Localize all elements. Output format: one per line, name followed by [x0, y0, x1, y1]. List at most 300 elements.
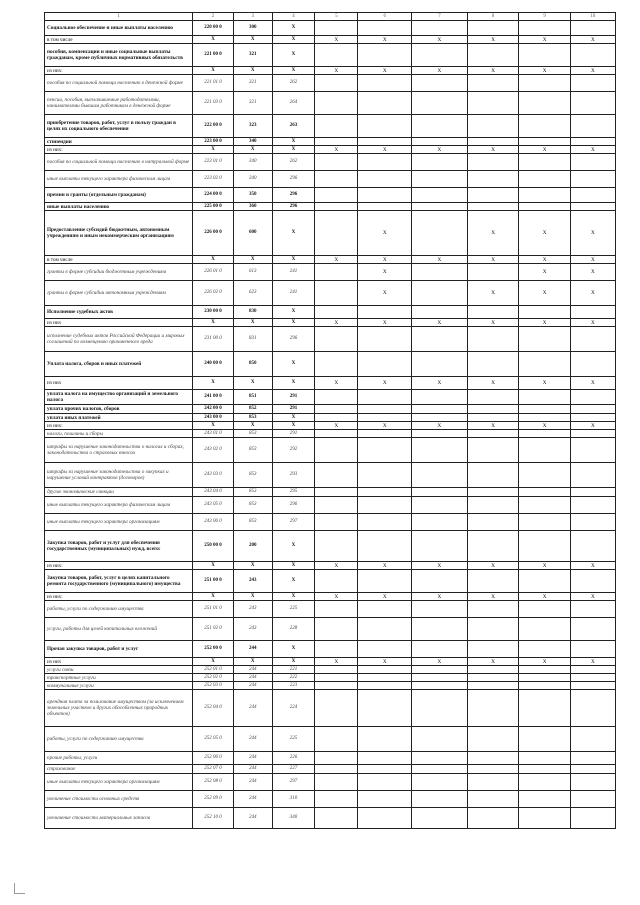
table-cell: [358, 666, 412, 674]
table-cell: [315, 203, 358, 211]
table-cell: [315, 514, 358, 531]
table-cell: X: [193, 562, 234, 570]
table-row: [45, 390, 616, 405]
table-cell: X: [193, 256, 234, 264]
table-cell: 297: [272, 774, 315, 791]
table-cell: X: [315, 256, 358, 264]
row-label-cell: работы, услуги по содержанию имущества: [45, 601, 193, 618]
table-cell: [315, 188, 358, 203]
table-cell: X: [358, 658, 412, 666]
row-label-cell: уплата прочих налогов, сборов: [45, 405, 193, 414]
table-row: [45, 570, 616, 593]
table-cell: 243: [233, 570, 272, 593]
table-cell: 350: [233, 188, 272, 203]
table-cell: 223: [272, 682, 315, 690]
budget-table-sheet: [44, 12, 616, 829]
table-row: [45, 791, 616, 808]
table-cell: [315, 430, 358, 438]
table-cell: [467, 44, 519, 67]
table-cell: [519, 352, 571, 377]
table-cell: [519, 674, 571, 682]
table-cell: [467, 808, 519, 829]
table-cell: 243 01 0: [193, 430, 234, 438]
table-cell: [315, 211, 358, 256]
table-cell: [467, 488, 519, 497]
table-cell: [412, 188, 468, 203]
table-cell: [570, 171, 615, 188]
row-label-cell: пособия по социальной помощи населению в натуральной форме: [45, 154, 193, 171]
table-cell: [519, 497, 571, 514]
table-cell: X: [570, 658, 615, 666]
table-cell: [358, 154, 412, 171]
table-cell: [570, 154, 615, 171]
table-row: [45, 21, 616, 36]
table-row: [45, 377, 616, 390]
table-cell: X: [412, 377, 468, 390]
table-cell: [570, 75, 615, 92]
table-cell: [412, 774, 468, 791]
table-cell: [467, 531, 519, 562]
table-cell: [570, 405, 615, 414]
table-cell: [358, 75, 412, 92]
table-cell: X: [233, 658, 272, 666]
table-row: [45, 593, 616, 601]
table-cell: X: [412, 256, 468, 264]
table-cell: [519, 488, 571, 497]
table-cell: X: [272, 352, 315, 377]
table-cell: [570, 21, 615, 36]
table-row: [45, 256, 616, 264]
row-label-cell: в том числе: [45, 256, 193, 264]
table-cell: 295: [272, 488, 315, 497]
table-cell: [412, 514, 468, 531]
row-label-cell: иные выплаты текущего характера организациям: [45, 774, 193, 791]
table-cell: 244: [233, 666, 272, 674]
table-cell: [519, 154, 571, 171]
table-cell: X: [193, 67, 234, 75]
table-cell: [315, 75, 358, 92]
table-cell: X: [570, 281, 615, 306]
table-cell: 852: [233, 405, 272, 414]
table-cell: 225: [272, 727, 315, 752]
table-row: [45, 438, 616, 463]
table-cell: [358, 203, 412, 211]
table-row: [45, 67, 616, 75]
table-cell: X: [519, 593, 571, 601]
table-cell: 252 06 0: [193, 752, 234, 765]
table-cell: [358, 531, 412, 562]
row-label-cell: страхование: [45, 765, 193, 774]
table-cell: [519, 438, 571, 463]
row-label-cell: увеличение стоимости основных средств: [45, 791, 193, 808]
table-row: [45, 306, 616, 319]
table-cell: 223 00 0: [193, 138, 234, 146]
table-cell: 221 00 0: [193, 44, 234, 67]
table-cell: X: [272, 593, 315, 601]
row-label-cell: коммунальные услуги: [45, 682, 193, 690]
table-row: [45, 36, 616, 44]
row-label-cell: иные выплаты текущего характера физическим лицам: [45, 171, 193, 188]
table-cell: X: [272, 36, 315, 44]
table-cell: X: [570, 256, 615, 264]
table-cell: [467, 306, 519, 319]
table-row: [45, 154, 616, 171]
table-cell: X: [570, 264, 615, 281]
table-cell: [467, 352, 519, 377]
table-cell: X: [233, 422, 272, 430]
table-cell: 223 01 0: [193, 154, 234, 171]
table-cell: X: [467, 211, 519, 256]
table-cell: [519, 430, 571, 438]
column-number-cell: 3: [233, 13, 272, 21]
table-cell: X: [519, 562, 571, 570]
table-cell: [315, 438, 358, 463]
table-cell: 244: [233, 641, 272, 658]
table-cell: 224 00 0: [193, 188, 234, 203]
table-cell: [467, 791, 519, 808]
table-cell: X: [519, 422, 571, 430]
table-cell: [315, 682, 358, 690]
table-cell: [519, 327, 571, 352]
table-cell: [467, 430, 519, 438]
table-cell: 226 02 0: [193, 281, 234, 306]
table-cell: X: [358, 593, 412, 601]
table-cell: X: [315, 658, 358, 666]
table-cell: 244: [233, 674, 272, 682]
table-cell: [315, 154, 358, 171]
table-cell: [467, 666, 519, 674]
table-cell: X: [467, 281, 519, 306]
table-row: [45, 682, 616, 690]
table-cell: X: [315, 377, 358, 390]
table-cell: [412, 488, 468, 497]
table-cell: [519, 682, 571, 690]
column-number-cell: 1: [45, 13, 193, 21]
table-cell: [519, 390, 571, 405]
row-label-cell: Предоставление субсидий бюджетным, автономным учреждениям и иным некоммерческим организациям: [45, 211, 193, 256]
table-cell: [358, 430, 412, 438]
table-cell: [358, 570, 412, 593]
table-cell: [358, 641, 412, 658]
table-cell: 251 01 0: [193, 601, 234, 618]
table-cell: 228: [272, 618, 315, 641]
table-cell: 240 00 0: [193, 352, 234, 377]
row-label-cell: иные выплаты населению: [45, 203, 193, 211]
table-cell: [412, 327, 468, 352]
table-cell: 252 01 0: [193, 666, 234, 674]
table-cell: [570, 488, 615, 497]
table-cell: 244: [233, 727, 272, 752]
table-cell: [467, 171, 519, 188]
table-row: [45, 752, 616, 765]
table-cell: [358, 682, 412, 690]
table-cell: X: [412, 593, 468, 601]
table-cell: 291: [272, 390, 315, 405]
table-cell: [358, 390, 412, 405]
table-cell: [358, 618, 412, 641]
table-cell: X: [272, 21, 315, 36]
table-cell: [467, 405, 519, 414]
table-cell: X: [358, 67, 412, 75]
table-cell: [412, 405, 468, 414]
table-cell: [358, 188, 412, 203]
row-label-cell: услуги связи: [45, 666, 193, 674]
table-cell: 262: [272, 154, 315, 171]
table-cell: [467, 438, 519, 463]
table-cell: [315, 674, 358, 682]
table-cell: 293: [272, 463, 315, 488]
table-row: [45, 601, 616, 618]
row-label-cell: прочие работы, услуги: [45, 752, 193, 765]
table-cell: 244: [233, 765, 272, 774]
table-cell: X: [272, 146, 315, 154]
table-cell: [315, 808, 358, 829]
table-cell: X: [467, 67, 519, 75]
table-cell: 243: [233, 618, 272, 641]
table-cell: [467, 154, 519, 171]
table-cell: [315, 497, 358, 514]
table-cell: X: [315, 593, 358, 601]
table-cell: X: [519, 281, 571, 306]
table-cell: [519, 115, 571, 138]
table-cell: [358, 463, 412, 488]
table-cell: [519, 791, 571, 808]
table-cell: [412, 115, 468, 138]
table-cell: [570, 618, 615, 641]
table-cell: 244: [233, 752, 272, 765]
table-cell: X: [233, 593, 272, 601]
row-label-cell: из них:: [45, 422, 193, 430]
table-cell: [570, 115, 615, 138]
table-cell: 321: [233, 75, 272, 92]
table-row: [45, 352, 616, 377]
table-cell: X: [193, 36, 234, 44]
table-cell: X: [358, 281, 412, 306]
table-cell: [412, 601, 468, 618]
table-cell: [315, 752, 358, 765]
table-cell: X: [519, 264, 571, 281]
table-cell: 222: [272, 674, 315, 682]
table-cell: [519, 138, 571, 146]
table-cell: [467, 497, 519, 514]
table-cell: X: [233, 36, 272, 44]
table-cell: [412, 682, 468, 690]
table-cell: [570, 601, 615, 618]
table-cell: 241 00 0: [193, 390, 234, 405]
table-cell: [570, 690, 615, 727]
table-cell: [315, 488, 358, 497]
row-label-cell: из них:: [45, 593, 193, 601]
table-cell: X: [519, 377, 571, 390]
table-cell: [358, 808, 412, 829]
table-cell: 853: [233, 430, 272, 438]
table-row: [45, 618, 616, 641]
table-row: [45, 658, 616, 666]
table-cell: [358, 138, 412, 146]
table-cell: 340: [233, 138, 272, 146]
table-cell: X: [315, 422, 358, 430]
table-cell: [412, 438, 468, 463]
table-cell: 251 02 0: [193, 618, 234, 641]
table-cell: 251 00 0: [193, 570, 234, 593]
table-cell: 244: [233, 682, 272, 690]
row-label-cell: уплата иных платежей: [45, 414, 193, 422]
table-cell: [467, 774, 519, 791]
table-cell: 244: [233, 808, 272, 829]
table-cell: [467, 414, 519, 422]
table-cell: 831: [233, 327, 272, 352]
table-cell: [467, 601, 519, 618]
table-cell: 244: [233, 690, 272, 727]
table-cell: [412, 203, 468, 211]
table-cell: 230 00 0: [193, 306, 234, 319]
table-cell: X: [358, 377, 412, 390]
column-number-cell: 5: [315, 13, 358, 21]
row-label-cell: другие экономические санкции: [45, 488, 193, 497]
table-cell: 323: [233, 115, 272, 138]
row-label-cell: иные выплаты текущего характера организациям: [45, 514, 193, 531]
table-cell: 225: [272, 601, 315, 618]
table-cell: 830: [233, 306, 272, 319]
table-cell: X: [412, 422, 468, 430]
table-cell: 853: [233, 414, 272, 422]
table-cell: [467, 21, 519, 36]
table-cell: 252 09 0: [193, 791, 234, 808]
table-cell: [412, 765, 468, 774]
table-cell: [467, 641, 519, 658]
table-cell: [570, 414, 615, 422]
table-cell: [467, 390, 519, 405]
table-cell: [519, 92, 571, 115]
table-cell: [519, 75, 571, 92]
table-cell: [315, 641, 358, 658]
table-cell: 296: [272, 497, 315, 514]
table-cell: [467, 727, 519, 752]
table-cell: [519, 514, 571, 531]
row-label-cell: работы, услуги по содержанию имущества: [45, 727, 193, 752]
table-cell: [467, 75, 519, 92]
column-number-cell: 6: [358, 13, 412, 21]
table-cell: [570, 390, 615, 405]
table-cell: [358, 21, 412, 36]
table-cell: 250 00 0: [193, 531, 234, 562]
table-cell: [315, 92, 358, 115]
table-cell: X: [412, 658, 468, 666]
table-cell: X: [519, 146, 571, 154]
table-cell: [570, 44, 615, 67]
row-label-cell: из них: [45, 377, 193, 390]
column-number-cell: 2: [193, 13, 234, 21]
table-cell: X: [272, 306, 315, 319]
table-cell: [570, 774, 615, 791]
table-row: [45, 171, 616, 188]
table-cell: [412, 281, 468, 306]
table-cell: X: [193, 146, 234, 154]
table-row: [45, 430, 616, 438]
table-cell: [570, 306, 615, 319]
table-cell: [358, 171, 412, 188]
row-label-cell: Прочая закупка товаров, работ и услуг: [45, 641, 193, 658]
table-row: [45, 319, 616, 327]
table-cell: X: [272, 562, 315, 570]
table-cell: [315, 138, 358, 146]
row-label-cell: штрафы за нарушение законодательства о закупках и нарушение условий контрактов (договоров): [45, 463, 193, 488]
table-cell: X: [315, 319, 358, 327]
table-cell: [315, 352, 358, 377]
table-cell: 222 00 0: [193, 115, 234, 138]
table-cell: [315, 327, 358, 352]
table-cell: [412, 171, 468, 188]
table-cell: 244: [233, 791, 272, 808]
table-row: [45, 211, 616, 256]
table-cell: [412, 727, 468, 752]
table-cell: [467, 690, 519, 727]
row-label-cell: стипендии: [45, 138, 193, 146]
table-cell: X: [233, 319, 272, 327]
table-cell: 291: [272, 430, 315, 438]
table-cell: [570, 188, 615, 203]
table-cell: 252 03 0: [193, 682, 234, 690]
table-cell: 300: [233, 21, 272, 36]
table-cell: 252 05 0: [193, 727, 234, 752]
table-cell: [412, 531, 468, 562]
table-cell: X: [272, 44, 315, 67]
table-cell: 243 04 0: [193, 488, 234, 497]
table-row: [45, 281, 616, 306]
row-label-cell: в том числе: [45, 36, 193, 44]
table-cell: 252 04 0: [193, 690, 234, 727]
table-cell: 227: [272, 765, 315, 774]
table-cell: X: [233, 377, 272, 390]
table-cell: 297: [272, 514, 315, 531]
table-cell: 231 00 0: [193, 327, 234, 352]
table-cell: [519, 618, 571, 641]
table-cell: [315, 44, 358, 67]
table-row: [45, 188, 616, 203]
table-cell: 225 00 0: [193, 203, 234, 211]
table-cell: [358, 601, 412, 618]
table-cell: X: [519, 256, 571, 264]
table-cell: 243 02 0: [193, 438, 234, 463]
table-cell: [467, 203, 519, 211]
table-cell: [358, 791, 412, 808]
table-cell: [358, 674, 412, 682]
table-cell: 224: [272, 690, 315, 727]
row-label-cell: пособия, компенсации и иные социальные выплаты гражданам, кроме публичных нормативных обязательств: [45, 44, 193, 67]
table-cell: [570, 203, 615, 211]
table-cell: [467, 765, 519, 774]
table-cell: [519, 188, 571, 203]
table-row: [45, 115, 616, 138]
table-cell: [570, 765, 615, 774]
table-cell: [519, 666, 571, 674]
table-cell: [570, 352, 615, 377]
table-cell: X: [358, 146, 412, 154]
table-cell: [315, 765, 358, 774]
table-cell: [412, 352, 468, 377]
table-cell: [519, 21, 571, 36]
table-cell: [467, 92, 519, 115]
table-cell: 226 00 0: [193, 211, 234, 256]
row-label-cell: Социальное обеспечение и иные выплаты населению: [45, 21, 193, 36]
table-cell: 851: [233, 390, 272, 405]
row-label-cell: Уплата налога, сборов и иных платежей: [45, 352, 193, 377]
table-row: [45, 562, 616, 570]
row-label-cell: транспортные услуги: [45, 674, 193, 682]
table-cell: 853: [233, 514, 272, 531]
table-cell: X: [193, 593, 234, 601]
table-cell: [315, 264, 358, 281]
